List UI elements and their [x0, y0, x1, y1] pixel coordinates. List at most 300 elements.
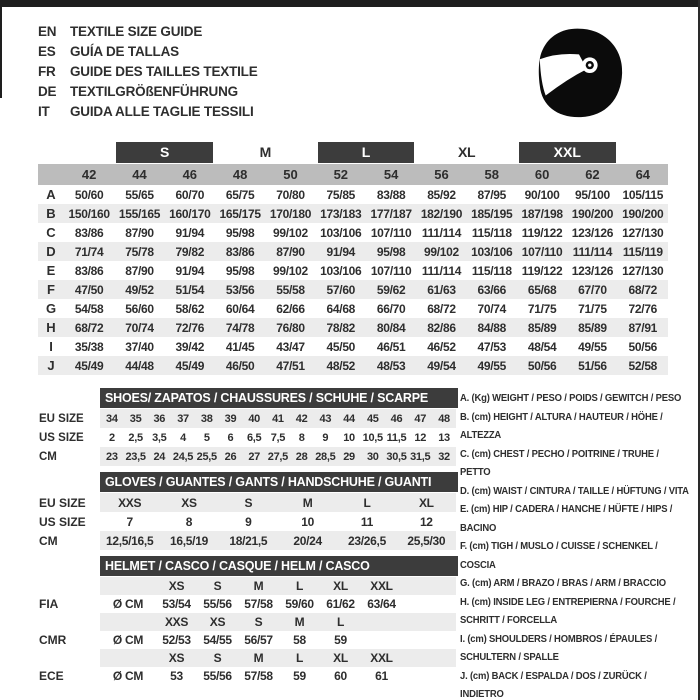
shoes-row: [38, 428, 456, 447]
legend-entry: A. (Kg) WEIGHT / PESO / POIDS / GEWITCH / PESO: [460, 392, 682, 404]
shoes-size-cell: 9: [322, 431, 329, 444]
measurement-cell: 63/66: [467, 280, 517, 299]
measurement-row-label: G: [45, 301, 57, 316]
shoes-size-cell: 39: [219, 409, 243, 428]
measurement-cell: 79/82: [165, 242, 215, 261]
measurement-cell: 115/119: [618, 242, 668, 261]
measurement-cell: 48/52: [316, 356, 366, 375]
helmet-value-cell: 55/56: [203, 597, 232, 611]
legend-entry: G. (cm) ARM / BRAZO / BRAS / ARM / BRACCIO: [460, 577, 666, 589]
helmet-size-header-cell: L: [320, 613, 361, 631]
shoes-size-cell: 26: [219, 447, 243, 466]
helmet-size-header-cell: [361, 613, 402, 631]
helmet-value-cell: 55/56: [203, 669, 232, 683]
measurement-cell: 75/85: [326, 187, 356, 202]
gloves-row: [38, 531, 456, 550]
gloves-size-cell: XS: [159, 493, 218, 512]
guide-title: GUÍA DE TALLAS: [70, 44, 179, 59]
measurement-cell: 95/98: [225, 263, 255, 278]
gloves-size-cell: XL: [397, 493, 456, 512]
measurement-cell: 41/45: [225, 339, 255, 354]
helmet-standard-label: FIA: [38, 595, 100, 613]
measurement-row: [38, 185, 668, 204]
measurement-cell: 103/106: [320, 225, 362, 240]
guide-title: GUIDA ALLE TAGLIE TESSILI: [70, 104, 254, 119]
guide-header: [38, 22, 662, 122]
measurement-cell: 107/110: [517, 242, 567, 261]
shoes-size-cell: 8: [298, 431, 305, 444]
measurement-cell: 68/72: [618, 280, 668, 299]
measurement-cell: 50/56: [628, 339, 658, 354]
size-group-m: M: [259, 144, 271, 160]
helmet-row-spacer: [38, 577, 100, 595]
measurement-cell: 65/68: [517, 280, 567, 299]
measurement-cell: 65/75: [225, 187, 255, 202]
measurement-cell: 75/78: [114, 242, 164, 261]
measurement-cell: 99/102: [273, 263, 308, 278]
shoes-size-cell: 43: [313, 409, 337, 428]
measurement-cell: 70/80: [276, 187, 305, 202]
size-header-cell: 56: [416, 164, 466, 185]
helmet-value-cell: 53/54: [162, 597, 191, 611]
measurement-cell: 78/82: [316, 318, 366, 337]
gloves-size-cell: 23/26,5: [337, 531, 396, 550]
measurement-row: [38, 242, 668, 261]
measurement-cell: 107/110: [370, 263, 412, 278]
measurement-cell: 170/180: [265, 204, 315, 223]
size-header-cell: 48: [215, 164, 265, 185]
top-border: [0, 0, 700, 7]
helmet-filler-cell: [402, 613, 456, 631]
legend-entry: B. (cm) HEIGHT / ALTURA / HAUTEUR / HÖHE / ALTEZZA: [460, 410, 663, 441]
helmet-size-header-cell: XS: [156, 577, 197, 595]
measurement-cell: 85/92: [427, 187, 456, 202]
measurement-cell: 62/66: [276, 301, 305, 316]
helmet-value-cell: 53: [170, 669, 183, 683]
helmet-size-header-cell: M: [279, 613, 320, 631]
helmet-size-header-cell: XXL: [361, 577, 402, 595]
measurement-cell: 51/56: [567, 356, 617, 375]
garment-size-table: [38, 141, 668, 375]
helmet-row-spacer: [38, 613, 100, 631]
size-header-cell: 62: [567, 164, 617, 185]
measurement-cell: 111/114: [567, 242, 617, 261]
shoes-row-label: CM: [38, 447, 100, 466]
shoes-size-cell: 6,5: [246, 431, 262, 444]
shoes-size-cell: 45: [361, 409, 385, 428]
measurement-cell: 54/58: [74, 301, 104, 316]
measurement-cell: 91/94: [175, 263, 205, 278]
size-header-cell: 54: [366, 164, 416, 185]
helmet-size-header-cell: XL: [320, 577, 361, 595]
measurement-cell: 49/52: [114, 280, 164, 299]
helmet-size-section: [38, 556, 458, 685]
helmet-size-header-cell: XS: [197, 613, 238, 631]
shoes-size-cell: 40: [242, 409, 266, 428]
racing-helmet-icon: [530, 22, 628, 124]
measurement-cell: 87/95: [477, 187, 507, 202]
measurement-cell: 119/122: [521, 263, 563, 278]
language-code: IT: [38, 104, 50, 119]
legend-entry: J. (cm) BACK / ESPALDA / DOS / ZURÜCK / INDIETRO: [460, 669, 647, 700]
gloves-row-label: US SIZE: [38, 512, 100, 531]
measurement-cell: 185/195: [467, 204, 517, 223]
shoes-size-cell: 24: [147, 447, 171, 466]
legend-entry: F. (cm) TIGH / MUSLO / CUISSE / SCHENKEL / COSCIA: [460, 540, 658, 571]
measurement-cell: 84/88: [467, 318, 517, 337]
measurement-cell: 87/90: [125, 225, 154, 240]
measurement-cell: 87/90: [125, 263, 154, 278]
legend-entry: C. (cm) CHEST / PECHO / POITRINE / TRUHE / PETTO: [460, 447, 659, 478]
shoes-row: [38, 409, 456, 428]
measurement-cell: 103/106: [467, 242, 517, 261]
measurement-cell: 111/114: [421, 225, 462, 240]
measurement-row: [38, 204, 668, 223]
shoes-size-cell: 10: [343, 431, 355, 444]
shoes-size-cell: 35: [124, 409, 148, 428]
guide-title: GUIDE DES TAILLES TEXTILE: [70, 64, 258, 79]
measurement-cell: 56/60: [125, 301, 154, 316]
measurement-cell: 127/130: [622, 263, 664, 278]
shoes-size-cell: 31,5: [408, 447, 432, 466]
measurement-row: [38, 280, 668, 299]
shoes-size-cell: 24,5: [171, 447, 195, 466]
measurement-cell: 49/54: [416, 356, 466, 375]
shoes-row-label: EU SIZE: [38, 409, 100, 428]
shoes-size-cell: 10,5: [362, 431, 383, 444]
measurement-cell: 39/42: [175, 339, 205, 354]
helmet-filler-cell: [402, 649, 456, 667]
helmet-row-spacer: [38, 649, 100, 667]
left-border: [0, 0, 2, 98]
helmet-unit-cell: Ø CM: [112, 633, 144, 647]
helmet-value-cell: 56/57: [244, 633, 273, 647]
helmet-value-cell: 63/64: [367, 597, 396, 611]
shoes-size-cell: 42: [290, 409, 314, 428]
size-header-cell: 46: [165, 164, 215, 185]
legend-entry: E. (cm) HIP / CADERA / HANCHE / HÜFTE / HIPS / BACINO: [460, 503, 673, 534]
helmet-filler-cell: [402, 667, 456, 685]
measurement-row-label: J: [38, 356, 64, 375]
helmet-section-title: HELMET / CASCO / CASQUE / HELM / CASCO: [105, 559, 370, 573]
gloves-size-table: [38, 493, 456, 550]
measurement-cell: 55/65: [125, 187, 154, 202]
measurement-row-label: F: [38, 280, 64, 299]
measurement-cell: 71/75: [527, 301, 557, 316]
shoes-size-cell: 30,5: [385, 447, 409, 466]
size-header-cell: 44: [114, 164, 164, 185]
measurement-cell: 107/110: [370, 225, 412, 240]
measurement-row-label: C: [46, 225, 56, 240]
measurement-cell: 57/60: [316, 280, 366, 299]
measurement-cell: 123/126: [571, 225, 614, 240]
gloves-row-label: EU SIZE: [38, 493, 100, 512]
measurement-cell: 48/53: [366, 356, 416, 375]
measurement-cell: 58/62: [175, 301, 205, 316]
shoes-section-header: [100, 388, 458, 408]
measurement-cell: 91/94: [175, 225, 205, 240]
shoes-size-cell: 27: [242, 447, 266, 466]
shoes-size-cell: 32: [432, 447, 456, 466]
shoes-size-cell: 12: [414, 431, 427, 444]
gloves-row: [38, 512, 456, 531]
measurement-cell: 190/200: [618, 204, 668, 223]
helmet-unit-cell: Ø CM: [112, 597, 144, 611]
measurement-cell: 103/106: [320, 263, 362, 278]
helmet-size-label-row: [38, 649, 456, 667]
measurement-cell: 83/86: [74, 263, 104, 278]
measurement-cell: 87/91: [618, 318, 668, 337]
measurement-cell: 55/58: [265, 280, 315, 299]
helmet-size-header-cell: L: [279, 577, 320, 595]
language-code: EN: [38, 24, 57, 39]
gloves-row: [38, 493, 456, 512]
measurement-cell: 64/68: [326, 301, 356, 316]
helmet-size-header-cell: M: [238, 649, 279, 667]
measurement-cell: 70/74: [114, 318, 164, 337]
measurement-cell: 46/52: [427, 339, 456, 354]
measurement-cell: 68/72: [64, 318, 114, 337]
measurement-cell: 187/198: [517, 204, 567, 223]
measurement-cell: 155/165: [114, 204, 164, 223]
measurement-cell: 48/54: [527, 339, 557, 354]
shoes-size-cell: 41: [266, 409, 290, 428]
measurement-cell: 119/122: [521, 225, 563, 240]
language-code: FR: [38, 64, 56, 79]
measurement-cell: 60/64: [225, 301, 255, 316]
measurement-cell: 127/130: [622, 225, 664, 240]
gloves-size-cell: 12,5/16,5: [100, 531, 159, 550]
measurement-row-label: A: [46, 187, 56, 202]
size-header-cell: 42: [64, 164, 114, 185]
measurement-cell: 52/58: [618, 356, 668, 375]
helmet-value-cell: [361, 631, 402, 649]
measurement-cell: 47/53: [477, 339, 507, 354]
measurement-row-label: D: [38, 242, 64, 261]
helmet-size-header-cell: XL: [320, 649, 361, 667]
helmet-filler-cell: [402, 595, 456, 613]
measurement-cell: 76/80: [265, 318, 315, 337]
shoes-size-cell: 37: [171, 409, 195, 428]
measurement-cell: 71/75: [578, 301, 607, 316]
measurement-cell: 60/70: [175, 187, 205, 202]
helmet-size-header-cell: S: [238, 613, 279, 631]
size-group-xl: XL: [457, 144, 476, 160]
helmet-value-cell: 59/60: [285, 597, 314, 611]
shoes-section-title: SHOES/ ZAPATOS / CHAUSSURES / SCHUHE / SCARPE: [105, 391, 428, 405]
measurement-cell: 115/118: [471, 263, 512, 278]
helmet-value-row: [38, 667, 456, 685]
size-group-xxl: XXL: [519, 142, 616, 163]
measurement-cell: 123/126: [571, 263, 614, 278]
measurement-legend: [460, 389, 700, 700]
measurement-cell: 105/115: [622, 187, 664, 202]
shoes-size-cell: 27,5: [266, 447, 290, 466]
shoes-size-cell: 36: [147, 409, 171, 428]
helmet-size-header-cell: L: [279, 649, 320, 667]
gloves-size-section: [38, 472, 458, 550]
measurement-cell: 66/70: [376, 301, 406, 316]
numeric-size-row: [38, 164, 668, 185]
helmet-standard-label: ECE: [38, 667, 100, 685]
size-row-spacer: [38, 164, 64, 185]
measurement-cell: 190/200: [567, 204, 617, 223]
measurement-cell: 35/38: [74, 339, 104, 354]
helmet-size-header-cell: XS: [156, 649, 197, 667]
measurement-cell: 160/170: [165, 204, 215, 223]
measurement-row: [38, 223, 668, 242]
size-header-cell: 50: [265, 164, 315, 185]
measurement-cell: 53/56: [215, 280, 265, 299]
helmet-size-header-cell: M: [238, 577, 279, 595]
gloves-size-cell: 11: [360, 514, 374, 529]
helmet-size-header-cell: XXS: [156, 613, 197, 631]
gloves-size-cell: 7: [126, 514, 133, 529]
measurement-row: [38, 318, 668, 337]
gloves-section-header: [100, 472, 458, 492]
measurement-cell: 95/100: [574, 187, 610, 202]
measurement-row-label: B: [38, 204, 64, 223]
helmet-value-cell: 52/53: [162, 633, 191, 647]
measurement-cell: 72/76: [165, 318, 215, 337]
helmet-value-cell: 61/62: [326, 597, 355, 611]
shoes-size-cell: 25,5: [195, 447, 219, 466]
measurement-cell: 50/56: [517, 356, 567, 375]
size-group-s: S: [116, 142, 213, 163]
shoes-size-cell: 3,5: [152, 431, 167, 444]
size-header-cell: 58: [467, 164, 517, 185]
shoes-size-cell: 48: [432, 409, 456, 428]
shoes-size-cell: 11,5: [386, 431, 407, 444]
shoes-row-label: US SIZE: [38, 428, 100, 447]
measurement-cell: 45/49: [165, 356, 215, 375]
measurement-cell: 150/160: [64, 204, 114, 223]
measurement-cell: 83/86: [74, 225, 104, 240]
language-code: ES: [38, 44, 56, 59]
measurement-cell: 71/74: [64, 242, 114, 261]
measurement-cell: 59/62: [366, 280, 416, 299]
shoes-size-cell: 28: [290, 447, 314, 466]
measurement-row: [38, 356, 668, 375]
gloves-size-cell: 10: [301, 514, 315, 529]
legend-entry: D. (cm) WAIST / CINTURA / TAILLE / HÜFTUNG / VITA: [460, 484, 689, 497]
shoes-size-cell: 5: [203, 431, 210, 444]
gloves-size-cell: S: [219, 493, 278, 512]
helmet-filler-cell: [402, 577, 456, 595]
measurement-cell: 49/55: [467, 356, 517, 375]
gloves-row-label: CM: [38, 531, 100, 550]
measurement-cell: 95/98: [225, 225, 255, 240]
measurement-cell: 70/74: [477, 301, 507, 316]
shoes-size-cell: 28,5: [313, 447, 337, 466]
measurement-row-label: I: [49, 339, 53, 354]
helmet-value-cell: 59: [334, 633, 347, 647]
shoes-size-cell: 13: [438, 431, 450, 444]
gloves-size-cell: 9: [245, 514, 252, 529]
measurement-cell: 44/48: [114, 356, 164, 375]
legend-entry: I. (cm) SHOULDERS / HOMBROS / ÉPAULES / SCHULTERN / SPALLE: [460, 632, 658, 663]
guide-title: TEXTILGRÖßENFÜHRUNG: [70, 84, 238, 99]
shoes-size-table: [38, 409, 456, 466]
measurement-cell: 85/89: [567, 318, 617, 337]
measurement-cell: 46/51: [376, 339, 406, 354]
shoes-size-cell: 7,5: [270, 431, 286, 444]
measurement-cell: 72/76: [628, 301, 658, 316]
measurement-cell: 49/55: [578, 339, 607, 354]
helmet-value-cell: 61: [375, 669, 388, 683]
helmet-size-header-cell: XXL: [361, 649, 402, 667]
measurement-cell: 99/102: [273, 225, 308, 240]
measurement-cell: 99/102: [416, 242, 466, 261]
shoes-row: [38, 447, 456, 466]
size-header-cell: 60: [517, 164, 567, 185]
measurement-cell: 91/94: [316, 242, 366, 261]
measurement-row: [38, 299, 668, 318]
size-header-cell: 64: [618, 164, 668, 185]
helmet-unit-cell: Ø CM: [112, 669, 144, 683]
helmet-value-cell: 57/58: [244, 597, 273, 611]
measurement-cell: 46/50: [215, 356, 265, 375]
measurement-cell: 43/47: [276, 339, 305, 354]
gloves-size-cell: 8: [185, 514, 193, 529]
helmet-size-table: [38, 577, 456, 685]
helmet-unit-spacer: [100, 613, 156, 631]
helmet-size-label-row: [38, 613, 456, 631]
size-header-cell: 52: [316, 164, 366, 185]
measurement-cell: 50/60: [74, 187, 104, 202]
measurement-cell: 95/98: [366, 242, 416, 261]
helmet-unit-spacer: [100, 577, 156, 595]
measurement-cell: 67/70: [567, 280, 617, 299]
gloves-size-cell: L: [337, 493, 396, 512]
measurement-cell: 83/86: [215, 242, 265, 261]
shoes-size-cell: 4: [180, 431, 186, 444]
measurement-row: [38, 261, 668, 280]
measurement-cell: 82/86: [416, 318, 466, 337]
measurement-cell: 111/114: [421, 263, 462, 278]
helmet-section-header: [100, 556, 458, 576]
helmet-value-cell: 60: [334, 669, 347, 683]
measurement-cell: 37/40: [125, 339, 154, 354]
shoes-size-cell: 34: [100, 409, 124, 428]
measurement-cell: 87/90: [265, 242, 315, 261]
measurement-cell: 173/183: [316, 204, 366, 223]
shoes-size-section: [38, 388, 458, 466]
helmet-filler-cell: [402, 631, 456, 649]
shoes-size-cell: 38: [195, 409, 219, 428]
guide-title: TEXTILE SIZE GUIDE: [70, 24, 203, 39]
language-code: DE: [38, 84, 57, 99]
measurement-cell: 45/49: [64, 356, 114, 375]
gloves-section-title: GLOVES / GUANTES / GANTS / HANDSCHUHE / GUANTI: [105, 475, 432, 489]
gloves-size-cell: 12: [419, 514, 433, 529]
gloves-size-cell: 16,5/19: [159, 531, 218, 550]
shoes-size-cell: 2: [108, 431, 115, 444]
shoes-size-cell: 6: [227, 431, 234, 444]
measurement-row: [38, 337, 668, 356]
helmet-value-row: [38, 631, 456, 649]
gloves-size-cell: M: [278, 493, 337, 512]
measurement-cell: 90/100: [524, 187, 560, 202]
gloves-size-cell: 18/21,5: [219, 531, 278, 550]
measurement-cell: 85/89: [517, 318, 567, 337]
measurement-cell: 68/72: [427, 301, 456, 316]
shoes-size-cell: 23: [100, 447, 124, 466]
measurement-cell: 47/50: [64, 280, 114, 299]
measurement-cell: 165/175: [215, 204, 265, 223]
size-group-row: [38, 141, 668, 164]
size-group-l: L: [318, 142, 415, 163]
